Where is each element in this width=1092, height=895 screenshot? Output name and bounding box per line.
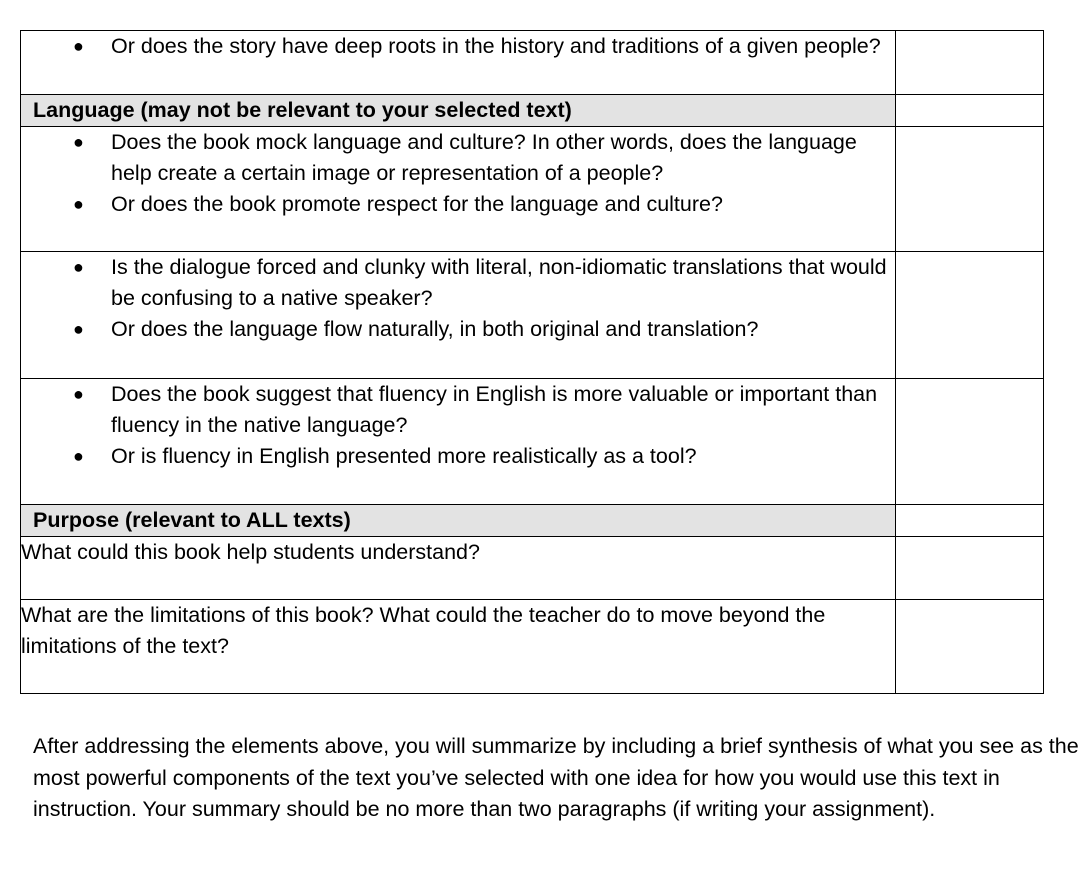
bullet-list [21,31,895,62]
section-header-language: Language (may not be relevant to your selected text) [21,95,896,127]
bullet-item: ● Or does the book promote respect for the language and culture? [111,189,895,220]
bullet-item: ● Or does the language flow naturally, in both original and translation? [111,314,895,345]
bullet-item: ● Does the book mock language and culture? In other words, does the language help create a certain image or representation of a people? [111,127,895,189]
question-cell [21,379,896,505]
rubric-table [20,30,1044,694]
question-cell: What could this book help students understand? [21,537,896,600]
bullet-item: ● Or is fluency in English presented more realistically as a tool? [111,441,895,472]
answer-cell[interactable] [896,95,1044,127]
table-row [21,600,1044,694]
question-cell [21,127,896,252]
table-row [21,379,1044,505]
table-row [21,537,1044,600]
answer-cell[interactable] [896,537,1044,600]
answer-cell[interactable] [896,252,1044,379]
answer-cell[interactable] [896,379,1044,505]
bullet-list [21,252,895,345]
table-row [21,31,1044,95]
section-header-row [21,95,1044,127]
bullet-item: ● Does the book suggest that fluency in English is more valuable or important than fluency in the native language? [111,379,895,441]
answer-cell[interactable] [896,127,1044,252]
bullet-item: ● Is the dialogue forced and clunky with literal, non-idiomatic translations that would be confusing to a native speaker? [111,252,895,314]
answer-cell[interactable] [896,505,1044,537]
question-cell [21,252,896,379]
question-cell [21,31,896,95]
summary-paragraph: After addressing the elements above, you will summarize by including a brief synthesis of what you see as the most powerful components of the text you’ve selected with one idea for how you would use this text in instruction. Your summary should be no more than two paragraphs (if writing your assignment). [33,734,1079,821]
bullet-list [21,379,895,472]
answer-cell[interactable] [896,31,1044,95]
section-header-row [21,505,1044,537]
bullet-list [21,127,895,220]
table-row [21,127,1044,252]
bullet-item: ● Or does the story have deep roots in the history and traditions of a given people? [111,31,895,62]
answer-cell[interactable] [896,600,1044,694]
section-header-purpose: Purpose (relevant to ALL texts) [21,505,896,537]
question-cell: What are the limitations of this book? What could the teacher do to move beyond the limitations of the text? [21,600,896,694]
table-row [21,252,1044,379]
